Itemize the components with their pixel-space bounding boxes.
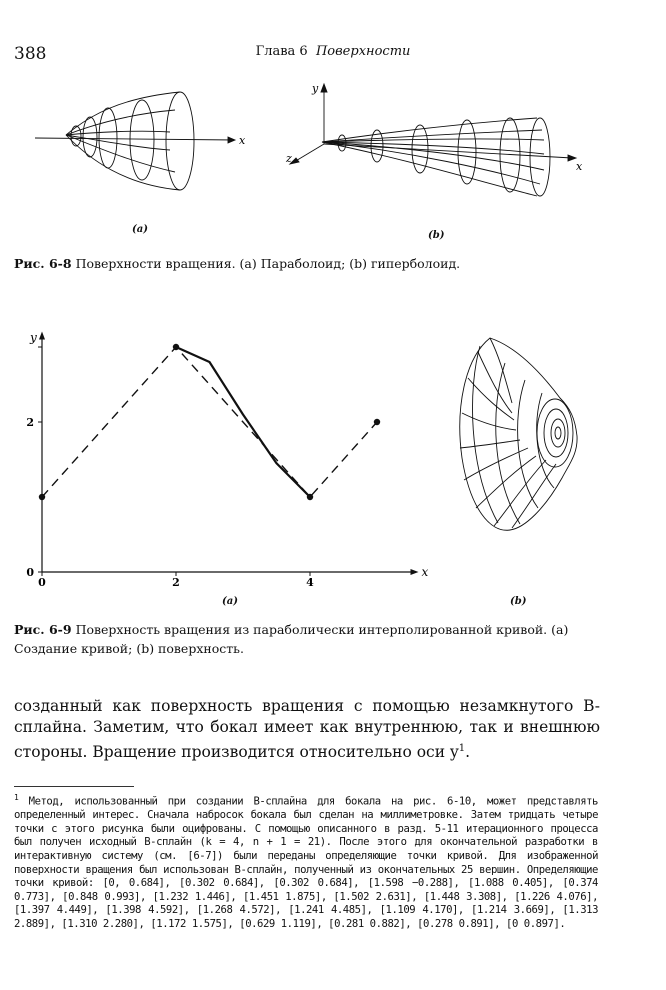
footnote-text: Метод, использованный при создании B-сплайна для бокала на рис. 6-10, может представлять определенный интерес. Сначала набросок бокала был сделан на миллиметровке. Затем тридцать четыре точки с этого рисунка были оцифрованы. С помощью описанного в разд. 5-11 итерационного процесса был получен исходный B-сплайн (k = 4, n + 1 = 21). После этого для окончательной разработки в интерактивную систему (см. [6-7]) были переданы определяющие точки кривой. Для изображенной поверхности вращения был использован B-сплайн, полученный из окончательных 25 вершин. Определяющие точки кривой: [0, 0.684], [0.302 0.684], [0.302 0.684], [1.598 −0.288], [1.088 0.405], [0.374 0.773], [0.848 0.993], [1.232 1.446], [1.451 1.875], [1.502 2.631], [1.448 3.308], [1.226 4.076], [1.397 4.449], [1.398 4.592], [1.268 4.572], [1.241 4.485], [1.109 4.170], [1.214 3.669], [1.313 2.889], [1.310 2.280], [1.172 1.575], [0.629 1.119], [0.281 0.882], [0.278 0.891], [0 0.897].	[14, 795, 598, 930]
y-axis-arrow	[39, 332, 45, 340]
caption-text: Поверхность вращения из параболически интерполированной кривой. (a) Создание кривой; (b) поверхность.	[14, 622, 569, 656]
caption-number: Рис. 6-9	[14, 622, 72, 637]
hyperboloid-figure	[282, 78, 582, 208]
x-axis-label: x	[421, 565, 429, 579]
y-axis-label: y	[30, 330, 37, 345]
page-number: 388	[14, 44, 47, 64]
figure-6-8-caption	[14, 254, 614, 273]
figure-6-9-b-label: (b)	[510, 596, 527, 607]
y-tick-label: 2	[26, 416, 34, 429]
body-end: .	[465, 743, 471, 762]
running-header	[0, 44, 666, 59]
figure-6-9-caption	[14, 620, 602, 658]
control-point	[374, 419, 380, 425]
x-tick-label: 2	[172, 576, 180, 589]
x-axis-label-b: x	[576, 160, 582, 173]
figure-6-9-chart	[0, 300, 430, 590]
footnote-mark: 1	[14, 793, 19, 802]
figure-6-9-a-label: (a)	[222, 596, 238, 607]
x-tick-label: 4	[306, 576, 314, 589]
chapter-number: Глава 6	[255, 44, 308, 59]
control-polygon-line	[42, 347, 377, 497]
z-axis-label: z	[286, 152, 292, 165]
chapter-title: Поверхности	[315, 44, 411, 59]
figure-6-8-a-label: (a)	[132, 224, 148, 235]
caption-text: Поверхности вращения. (a) Параболоид; (b) гиперболоид.	[75, 256, 461, 271]
x-axis-label: x	[239, 134, 246, 147]
x-tick-label: 0	[38, 576, 46, 589]
goblet-surface-figure	[450, 318, 590, 543]
body-text: созданный как поверхность вращения с помощью незамкнутого B-сплайна. Заметим, что бокал имеет как внутреннюю, так и внешнюю стороны. Вращение производится относительно оси y	[14, 697, 600, 762]
y-tick-label: 0	[26, 566, 34, 579]
y-axis-label: y	[312, 82, 319, 95]
footnote-divider	[14, 786, 134, 787]
figure-6-8-b-label: (b)	[428, 230, 445, 241]
caption-number: Рис. 6-8	[14, 256, 72, 271]
paraboloid-figure	[30, 90, 250, 200]
footnote	[14, 791, 598, 931]
x-axis-arrow	[411, 569, 419, 575]
control-point	[39, 494, 45, 500]
footnote-ref: 1	[458, 743, 466, 754]
body-paragraph	[14, 696, 600, 763]
